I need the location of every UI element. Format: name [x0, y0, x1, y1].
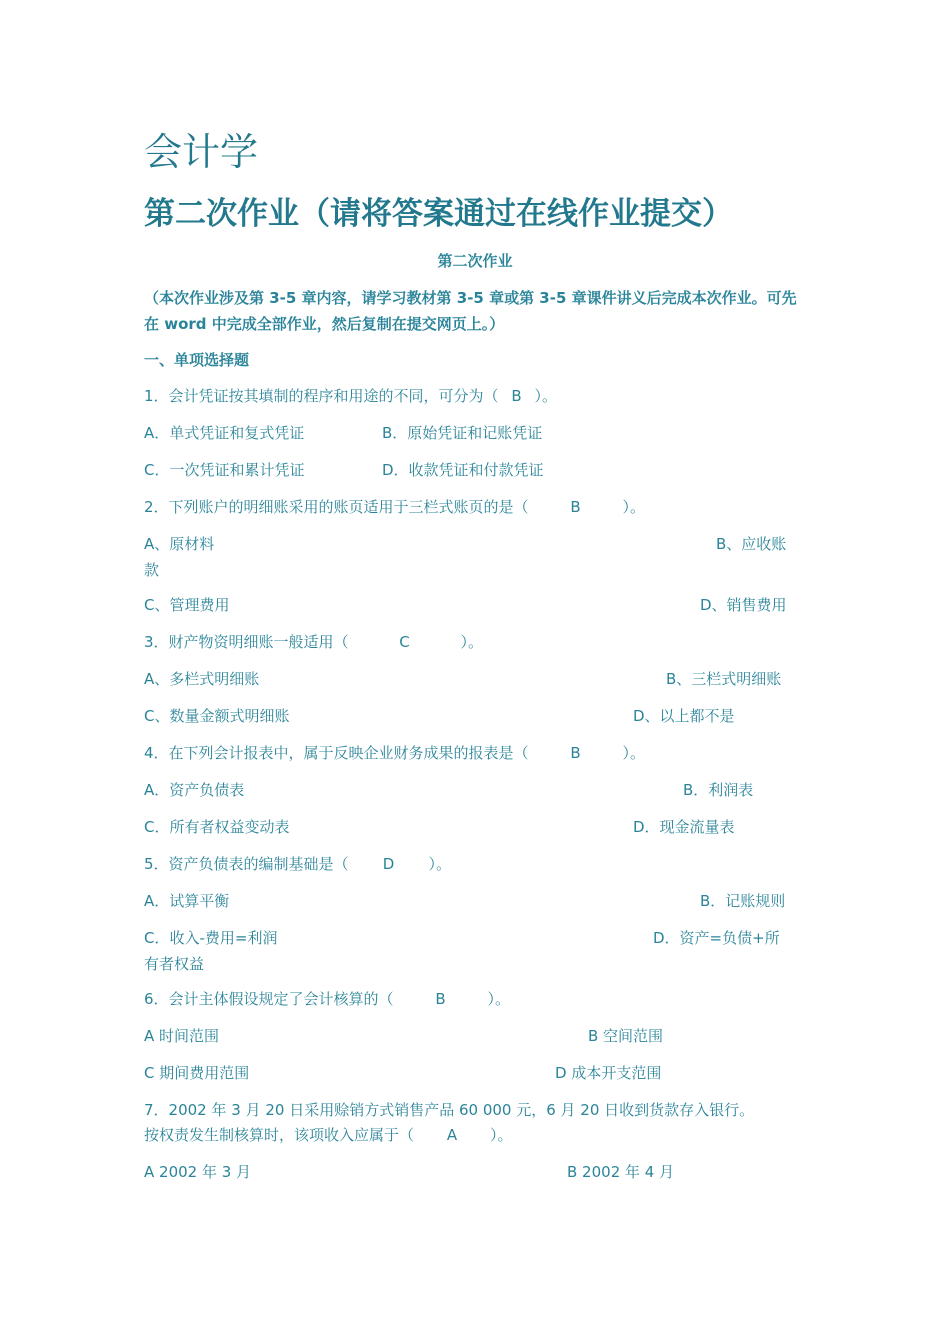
question-4	[144, 740, 645, 766]
question-3	[144, 629, 483, 655]
option-b: B 2002 年 4 月	[567, 1163, 675, 1181]
doc-subtitle: 第二次作业（请将答案通过在线作业提交）	[144, 196, 733, 232]
question-tail: ）。	[428, 855, 452, 873]
option-d: D、以上都不是	[633, 707, 735, 725]
option-d: D、销售费用	[700, 596, 787, 614]
intro-paragraph: （本次作业涉及第 3-5 章内容，请学习教材第 3-5 章或第 3-5 章课件讲义后完成本次作业。可先在 word 中完成全部作业，然后复制在提交网页上。）	[144, 289, 797, 333]
doc-title: 会计学	[144, 130, 259, 174]
question-stem: 2．下列账户的明细账采用的账页适用于三栏式账页的是（	[144, 498, 529, 516]
option-c: C．一次凭证和累计凭证	[144, 461, 305, 479]
option-d: D 成本开支范围	[555, 1064, 662, 1082]
assignment-title: 第二次作业	[437, 252, 513, 270]
question-tail: ）。	[460, 633, 484, 651]
option-b: B．原始凭证和记账凭证	[382, 424, 543, 442]
option-c: C．收入-费用=利润	[144, 929, 278, 947]
option-d: D．资产=负债+所	[653, 929, 780, 947]
answer-value: D	[382, 855, 395, 873]
question-6	[144, 986, 510, 1012]
question-7-line-2	[144, 1122, 513, 1148]
option-b: B．记账规则	[700, 892, 786, 910]
option-b: B、三栏式明细账	[666, 670, 782, 688]
answer-value: A	[446, 1126, 458, 1144]
question-7: 7．2002 年 3 月 20 日采用赊销方式销售产品 60 000 元，6 月 20 日收到货款存入银行。	[144, 1101, 755, 1119]
question-tail: ）。	[487, 990, 511, 1008]
option-d: D．现金流量表	[633, 818, 735, 836]
question-stem: 6．会计主体假设规定了会计核算的（	[144, 990, 394, 1008]
option-a: A．资产负债表	[144, 781, 245, 799]
option-d-continued: 有者权益	[144, 955, 205, 973]
question-5	[144, 851, 451, 877]
option-d: D．收款凭证和付款凭证	[382, 461, 544, 479]
option-a: A 2002 年 3 月	[144, 1163, 252, 1181]
question-1	[144, 383, 557, 409]
option-c: C 期间费用范围	[144, 1064, 250, 1082]
section-heading: 一、单项选择题	[144, 351, 250, 369]
answer-value: B	[570, 498, 581, 516]
option-a: A、多栏式明细账	[144, 670, 260, 688]
option-a: A．单式凭证和复式凭证	[144, 424, 305, 442]
option-c: C．所有者权益变动表	[144, 818, 290, 836]
answer-value: B	[435, 990, 446, 1008]
option-b-continued: 款	[144, 561, 160, 579]
question-tail: ）。	[534, 387, 558, 405]
option-c: C、管理费用	[144, 596, 230, 614]
question-tail: ）。	[622, 744, 646, 762]
option-b: B．利润表	[683, 781, 754, 799]
answer-value: C	[399, 633, 410, 651]
option-c: C、数量金额式明细账	[144, 707, 290, 725]
question-stem: 4．在下列会计报表中，属于反映企业财务成果的报表是（	[144, 744, 529, 762]
answer-value: B	[570, 744, 581, 762]
option-a: A、原材料	[144, 535, 215, 553]
question-stem: 按权责发生制核算时，该项收入应属于（	[144, 1126, 415, 1144]
question-stem: 1．会计凭证按其填制的程序和用途的不同，可分为（	[144, 387, 499, 405]
question-tail: ）。	[490, 1126, 513, 1144]
question-tail: ）。	[622, 498, 646, 516]
question-stem: 5．资产负债表的编制基础是（	[144, 855, 349, 873]
answer-value: B	[511, 387, 522, 405]
option-a: A．试算平衡	[144, 892, 230, 910]
option-b: B、应收账	[716, 535, 787, 553]
option-b: B 空间范围	[588, 1027, 664, 1045]
option-a: A 时间范围	[144, 1027, 220, 1045]
question-2	[144, 494, 645, 520]
question-stem: 3．财产物资明细账一般适用（	[144, 633, 349, 651]
